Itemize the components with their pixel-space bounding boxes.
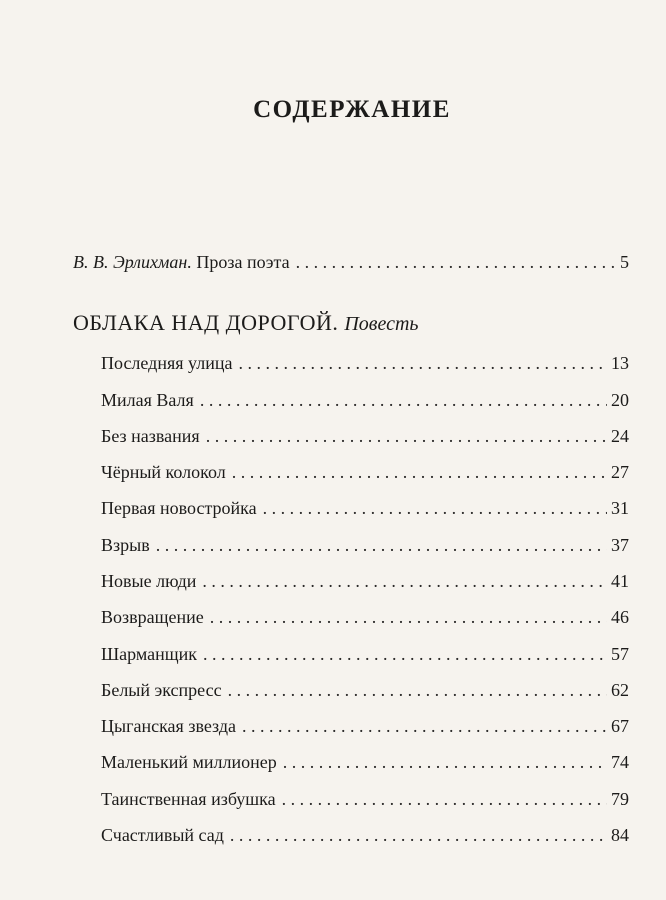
toc-entry <box>101 389 629 411</box>
page-number: 57 <box>611 644 629 664</box>
toc-entry <box>101 643 629 665</box>
toc-entry <box>101 751 629 773</box>
page-number: 67 <box>611 716 629 736</box>
page-number: 27 <box>611 462 629 482</box>
entry-title: Проза поэта <box>196 252 290 272</box>
entry-title: Шарманщик <box>101 644 198 664</box>
section-genre: Повесть <box>344 313 419 335</box>
page-number: 24 <box>611 426 629 446</box>
entry-title: Белый экспресс <box>101 680 222 700</box>
entry-title: Счастливый сад <box>101 825 224 845</box>
dot-leader <box>296 251 616 273</box>
page-number: 41 <box>611 571 629 591</box>
toc-entry <box>101 824 629 846</box>
page-number: 37 <box>611 535 629 555</box>
section-heading <box>73 310 419 336</box>
dot-leader <box>242 715 607 737</box>
entry-title: Милая Валя <box>101 390 194 410</box>
toc-entry <box>101 788 629 810</box>
toc-entry-label <box>73 251 290 273</box>
entry-title: Новые люди <box>101 571 197 591</box>
toc-entry <box>101 497 629 519</box>
dot-leader <box>283 751 607 773</box>
toc-entry <box>101 570 629 592</box>
dot-leader <box>203 643 607 665</box>
toc-entry <box>101 679 629 701</box>
page-number: 13 <box>611 353 629 373</box>
dot-leader <box>230 824 607 846</box>
entry-title: Возвращение <box>101 607 204 627</box>
dot-leader <box>202 570 607 592</box>
page-number: 20 <box>611 390 629 410</box>
dot-leader <box>238 352 607 374</box>
entry-title: Цыганская звезда <box>101 716 236 736</box>
entry-title: Первая новостройка <box>101 498 257 518</box>
toc-entry <box>101 461 629 483</box>
toc-entry <box>101 715 629 737</box>
entry-title: Без названия <box>101 426 200 446</box>
dot-leader <box>282 788 607 810</box>
dot-leader <box>232 461 607 483</box>
dot-leader <box>210 606 607 628</box>
page-number: 5 <box>620 252 629 272</box>
page-title: СОДЕРЖАНИЕ <box>253 96 451 123</box>
page-number: 46 <box>611 607 629 627</box>
page-number: 62 <box>611 680 629 700</box>
dot-leader <box>228 679 607 701</box>
entry-title: Последняя улица <box>101 353 233 373</box>
dot-leader <box>200 389 607 411</box>
toc-entry <box>101 534 629 556</box>
toc-entry <box>101 425 629 447</box>
dot-leader <box>206 425 607 447</box>
entry-title: Таинственная избушка <box>101 789 276 809</box>
entry-title: Маленький миллионер <box>101 752 277 772</box>
section-title: ОБЛАКА НАД ДОРОГОЙ. <box>73 310 339 335</box>
toc-entry <box>101 352 629 374</box>
author-name: В. В. Эрлихман. <box>73 252 192 272</box>
dot-leader <box>156 534 607 556</box>
dot-leader <box>263 497 607 519</box>
page-number: 31 <box>611 498 629 518</box>
toc-entry <box>101 606 629 628</box>
page-number: 74 <box>611 752 629 772</box>
page-number: 84 <box>611 825 629 845</box>
toc-entry-intro <box>73 251 629 273</box>
page-number: 79 <box>611 789 629 809</box>
entry-title: Взрыв <box>101 535 150 555</box>
entry-title: Чёрный колокол <box>101 462 226 482</box>
